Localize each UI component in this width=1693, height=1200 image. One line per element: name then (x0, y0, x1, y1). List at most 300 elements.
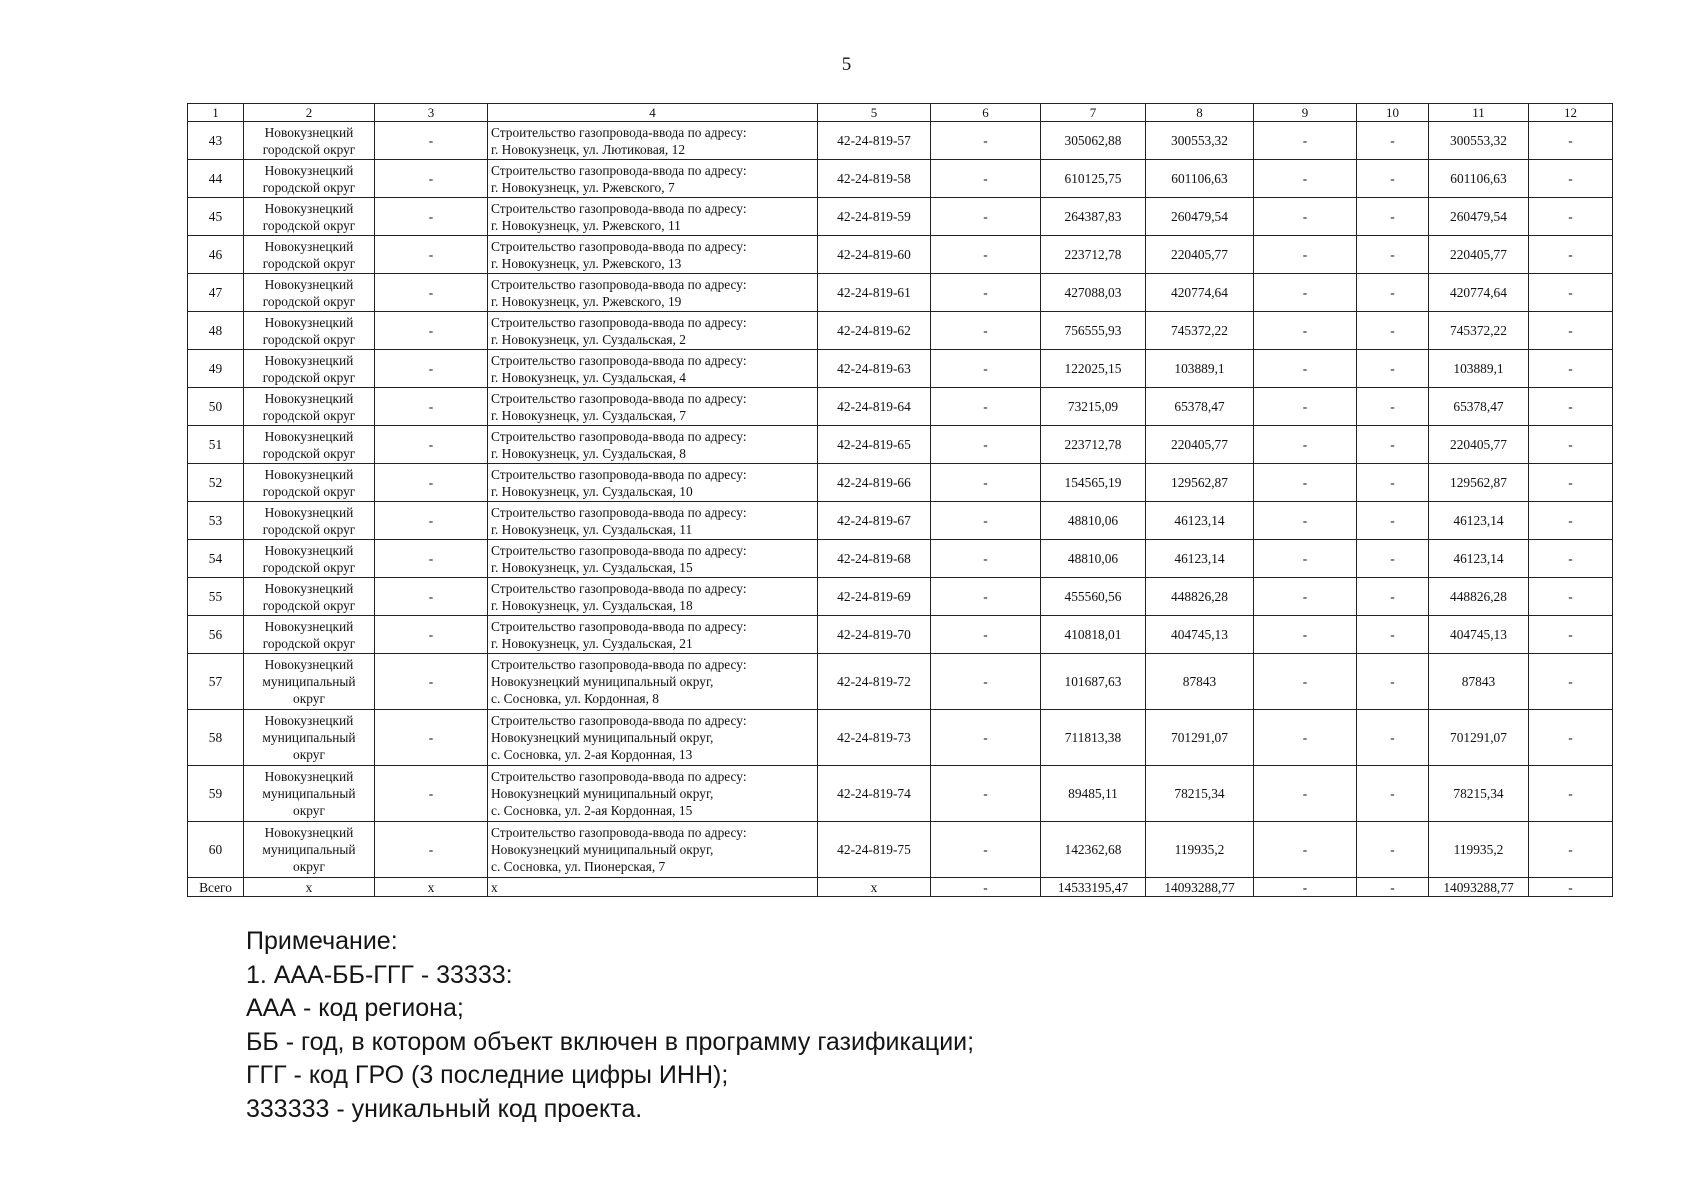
cell: - (1254, 654, 1357, 710)
object-description (488, 426, 818, 464)
project-code: 42-24-819-57 (818, 122, 931, 160)
description-line: г. Новокузнецк, ул. Ржевского, 7 (491, 179, 675, 195)
column-header: 9 (1254, 104, 1357, 122)
amount-col7: 711813,38 (1041, 710, 1146, 766)
description-line: г. Новокузнецк, ул. Ржевского, 11 (491, 217, 681, 233)
table-row (188, 654, 1613, 710)
cell: - (931, 616, 1041, 654)
description-line: Строительство газопровода-ввода по адресу: (491, 466, 747, 482)
municipality-line: городской округ (262, 445, 356, 461)
cell: - (375, 122, 488, 160)
amount-col8: 65378,47 (1146, 388, 1254, 426)
project-code: 42-24-819-72 (818, 654, 931, 710)
cell: - (375, 160, 488, 198)
amount-col8: 448826,28 (1146, 578, 1254, 616)
municipality-line: Новокузнецкий (264, 825, 354, 840)
description-line: Новокузнецкий муниципальный округ, (491, 842, 714, 857)
cell: - (1357, 312, 1429, 350)
table-row (188, 160, 1613, 198)
row-number: 57 (188, 654, 244, 710)
total-amount-col8: 14093288,77 (1146, 878, 1254, 897)
cell: - (1357, 654, 1429, 710)
amount-col7: 455560,56 (1041, 578, 1146, 616)
cell: - (931, 540, 1041, 578)
project-code: 42-24-819-66 (818, 464, 931, 502)
cell: - (1254, 312, 1357, 350)
column-header: 4 (488, 104, 818, 122)
object-description (488, 388, 818, 426)
municipality-cell (244, 766, 375, 822)
municipality-cell (244, 616, 375, 654)
note-line: ББ - год, в котором объект включен в программу газификации; (246, 1027, 975, 1056)
amount-col11: 220405,77 (1429, 426, 1529, 464)
municipality-line: Новокузнецкий (264, 276, 354, 292)
row-number: 59 (188, 766, 244, 822)
cell: - (1529, 502, 1613, 540)
amount-col11: 103889,1 (1429, 350, 1529, 388)
row-number: 50 (188, 388, 244, 426)
municipality-line: городской округ (262, 483, 356, 499)
cell: - (931, 822, 1041, 878)
municipality-line: Новокузнецкий (264, 618, 354, 634)
cell: - (1254, 822, 1357, 878)
note-line: ААА - код региона; (246, 994, 464, 1022)
object-description (488, 654, 818, 710)
municipality-line: городской округ (262, 369, 356, 385)
cell: - (931, 502, 1041, 540)
cell: - (1529, 236, 1613, 274)
amount-col11: 65378,47 (1429, 388, 1529, 426)
project-code: 42-24-819-59 (818, 198, 931, 236)
project-code: 42-24-819-74 (818, 766, 931, 822)
amount-col11: 448826,28 (1429, 578, 1529, 616)
cell: - (1254, 388, 1357, 426)
amount-col8: 87843 (1146, 654, 1254, 710)
project-code: 42-24-819-75 (818, 822, 931, 878)
table-row (188, 578, 1613, 616)
municipality-line: Новокузнецкий (264, 657, 354, 672)
description-line: Строительство газопровода-ввода по адресу: (491, 352, 747, 368)
cell: - (1254, 464, 1357, 502)
cell: - (1254, 540, 1357, 578)
total-cell: х (375, 878, 488, 897)
amount-col11: 78215,34 (1429, 766, 1529, 822)
cell: - (1254, 766, 1357, 822)
municipality-cell (244, 578, 375, 616)
municipality-line: округ (293, 747, 325, 762)
description-line: Строительство газопровода-ввода по адресу: (491, 314, 747, 330)
cell: - (375, 766, 488, 822)
total-cell: - (1254, 878, 1357, 897)
amount-col7: 89485,11 (1041, 766, 1146, 822)
municipality-line: округ (293, 859, 325, 874)
amount-col7: 101687,63 (1041, 654, 1146, 710)
municipality-line: Новокузнецкий (264, 466, 354, 482)
table-row (188, 198, 1613, 236)
row-number: 58 (188, 710, 244, 766)
amount-col8: 220405,77 (1146, 426, 1254, 464)
cell: - (1529, 766, 1613, 822)
cell: - (375, 502, 488, 540)
cell: - (375, 236, 488, 274)
cell: - (1357, 540, 1429, 578)
object-description (488, 274, 818, 312)
cell: - (375, 710, 488, 766)
cell: - (375, 616, 488, 654)
project-code: 42-24-819-65 (818, 426, 931, 464)
project-code: 42-24-819-73 (818, 710, 931, 766)
municipality-cell (244, 502, 375, 540)
cell: - (1529, 198, 1613, 236)
description-line: Строительство газопровода-ввода по адресу: (491, 124, 747, 140)
description-line: г. Новокузнецк, ул. Суздальская, 10 (491, 483, 693, 499)
cell: - (1529, 426, 1613, 464)
project-code: 42-24-819-58 (818, 160, 931, 198)
cell: - (931, 766, 1041, 822)
object-description (488, 160, 818, 198)
description-line: Строительство газопровода-ввода по адресу: (491, 825, 747, 840)
table-row (188, 766, 1613, 822)
cell: - (1254, 160, 1357, 198)
amount-col8: 103889,1 (1146, 350, 1254, 388)
cell: - (375, 198, 488, 236)
amount-col11: 220405,77 (1429, 236, 1529, 274)
object-description (488, 578, 818, 616)
amount-col8: 701291,07 (1146, 710, 1254, 766)
row-number: 53 (188, 502, 244, 540)
description-line: Строительство газопровода-ввода по адресу: (491, 618, 747, 634)
table-row (188, 350, 1613, 388)
table-row (188, 616, 1613, 654)
cell: - (931, 350, 1041, 388)
note-line: ГГГ - код ГРО (3 последние цифры ИНН); (246, 1061, 729, 1089)
municipality-line: муниципальный (262, 786, 356, 801)
amount-col8: 404745,13 (1146, 616, 1254, 654)
table-body (188, 104, 1613, 897)
total-cell: - (931, 878, 1041, 897)
municipality-line: городской округ (262, 597, 356, 613)
cell: - (931, 312, 1041, 350)
description-line: Строительство газопровода-ввода по адресу: (491, 238, 747, 254)
cell: - (1254, 578, 1357, 616)
amount-col7: 223712,78 (1041, 426, 1146, 464)
total-amount-col11: 14093288,77 (1429, 878, 1529, 897)
notes-title: Примечание: (246, 927, 398, 955)
note-line: 333333 - уникальный код проекта. (246, 1094, 643, 1123)
column-header: 3 (375, 104, 488, 122)
project-code: 42-24-819-69 (818, 578, 931, 616)
column-header: 12 (1529, 104, 1613, 122)
municipality-line: городской округ (262, 255, 356, 271)
cell: - (375, 426, 488, 464)
row-number: 45 (188, 198, 244, 236)
total-cell: - (1529, 878, 1613, 897)
object-description (488, 198, 818, 236)
municipality-cell (244, 540, 375, 578)
cell: - (1529, 578, 1613, 616)
description-line: Строительство газопровода-ввода по адресу: (491, 769, 747, 784)
municipality-cell (244, 464, 375, 502)
cell: - (931, 710, 1041, 766)
note-line: 1. ААА-ББ-ГГГ - 33333: (246, 960, 513, 989)
cell: - (931, 464, 1041, 502)
municipality-cell (244, 822, 375, 878)
cell: - (1357, 426, 1429, 464)
municipality-line: городской округ (262, 293, 356, 309)
cell: - (1357, 236, 1429, 274)
cell: - (931, 274, 1041, 312)
row-number: 55 (188, 578, 244, 616)
object-description (488, 464, 818, 502)
amount-col11: 87843 (1429, 654, 1529, 710)
project-code: 42-24-819-60 (818, 236, 931, 274)
cell: - (1529, 274, 1613, 312)
description-line: Строительство газопровода-ввода по адресу: (491, 200, 747, 216)
amount-col7: 610125,75 (1041, 160, 1146, 198)
row-number: 49 (188, 350, 244, 388)
municipality-line: Новокузнецкий (264, 580, 354, 596)
project-code: 42-24-819-63 (818, 350, 931, 388)
cell: - (1357, 122, 1429, 160)
municipality-line: Новокузнецкий (264, 504, 354, 520)
cell: - (931, 388, 1041, 426)
object-description (488, 236, 818, 274)
municipality-line: Новокузнецкий (264, 238, 354, 254)
cell: - (1254, 616, 1357, 654)
municipality-cell (244, 654, 375, 710)
description-line: Новокузнецкий муниципальный округ, (491, 730, 714, 745)
municipality-cell (244, 160, 375, 198)
column-header: 10 (1357, 104, 1429, 122)
amount-col7: 427088,03 (1041, 274, 1146, 312)
table-row (188, 502, 1613, 540)
municipality-line: Новокузнецкий (264, 769, 354, 784)
amount-col8: 119935,2 (1146, 822, 1254, 878)
amount-col7: 410818,01 (1041, 616, 1146, 654)
municipality-line: Новокузнецкий (264, 314, 354, 330)
table-row (188, 388, 1613, 426)
row-number: 43 (188, 122, 244, 160)
amount-col7: 73215,09 (1041, 388, 1146, 426)
amount-col11: 260479,54 (1429, 198, 1529, 236)
description-line: Строительство газопровода-ввода по адресу: (491, 276, 747, 292)
municipality-line: городской округ (262, 521, 356, 537)
object-description (488, 540, 818, 578)
amount-col8: 601106,63 (1146, 160, 1254, 198)
description-line: Новокузнецкий муниципальный округ, (491, 674, 714, 689)
cell: - (375, 822, 488, 878)
cell: - (1254, 426, 1357, 464)
municipality-line: городской округ (262, 559, 356, 575)
municipality-cell (244, 198, 375, 236)
municipality-line: муниципальный (262, 842, 356, 857)
municipality-line: Новокузнецкий (264, 713, 354, 728)
amount-col11: 420774,64 (1429, 274, 1529, 312)
description-line: Строительство газопровода-ввода по адресу: (491, 713, 747, 728)
amount-col11: 701291,07 (1429, 710, 1529, 766)
description-line: Строительство газопровода-ввода по адресу: (491, 390, 747, 406)
project-code: 42-24-819-62 (818, 312, 931, 350)
municipality-line: муниципальный (262, 674, 356, 689)
total-row (188, 878, 1613, 897)
municipality-line: Новокузнецкий (264, 352, 354, 368)
amount-col7: 122025,15 (1041, 350, 1146, 388)
cell: - (1254, 350, 1357, 388)
cell: - (931, 160, 1041, 198)
amount-col8: 78215,34 (1146, 766, 1254, 822)
table-row (188, 426, 1613, 464)
total-cell: х (244, 878, 375, 897)
table-row (188, 540, 1613, 578)
description-line: Строительство газопровода-ввода по адресу: (491, 162, 747, 178)
description-line: Строительство газопровода-ввода по адресу: (491, 657, 747, 672)
object-description (488, 122, 818, 160)
description-line: с. Сосновка, ул. 2-ая Кордонная, 15 (491, 803, 693, 818)
table-row (188, 822, 1613, 878)
municipality-line: Новокузнецкий (264, 200, 354, 216)
cell: - (931, 426, 1041, 464)
municipality-line: городской округ (262, 407, 356, 423)
project-code: 42-24-819-68 (818, 540, 931, 578)
cell: - (1529, 350, 1613, 388)
table-row (188, 710, 1613, 766)
total-label: Всего (188, 878, 244, 897)
municipality-line: городской округ (262, 331, 356, 347)
description-line: г. Новокузнецк, ул. Суздальская, 7 (491, 407, 686, 423)
municipality-line: городской округ (262, 635, 356, 651)
description-line: с. Сосновка, ул. 2-ая Кордонная, 13 (491, 747, 693, 762)
total-cell: х (818, 878, 931, 897)
municipality-line: Новокузнецкий (264, 124, 354, 140)
municipality-cell (244, 710, 375, 766)
description-line: Строительство газопровода-ввода по адресу: (491, 428, 747, 444)
amount-col11: 46123,14 (1429, 540, 1529, 578)
object-description (488, 350, 818, 388)
amount-col11: 300553,32 (1429, 122, 1529, 160)
project-code: 42-24-819-70 (818, 616, 931, 654)
cell: - (1357, 822, 1429, 878)
municipality-cell (244, 312, 375, 350)
cell: - (931, 122, 1041, 160)
cell: - (1254, 502, 1357, 540)
description-line: г. Новокузнецк, ул. Суздальская, 2 (491, 331, 686, 347)
cell: - (375, 464, 488, 502)
table-row (188, 236, 1613, 274)
description-line: с. Сосновка, ул. Кордонная, 8 (491, 691, 659, 706)
municipality-cell (244, 274, 375, 312)
amount-col11: 46123,14 (1429, 502, 1529, 540)
cell: - (375, 654, 488, 710)
amount-col7: 305062,88 (1041, 122, 1146, 160)
cell: - (1529, 540, 1613, 578)
municipality-line: Новокузнецкий (264, 162, 354, 178)
amount-col8: 745372,22 (1146, 312, 1254, 350)
amount-col11: 129562,87 (1429, 464, 1529, 502)
amount-col7: 142362,68 (1041, 822, 1146, 878)
description-line: г. Новокузнецк, ул. Суздальская, 15 (491, 559, 693, 575)
column-header: 2 (244, 104, 375, 122)
municipality-line: округ (293, 803, 325, 818)
description-line: г. Новокузнецк, ул. Суздальская, 4 (491, 369, 686, 385)
description-line: Строительство газопровода-ввода по адресу: (491, 580, 747, 596)
cell: - (931, 198, 1041, 236)
cell: - (375, 388, 488, 426)
amount-col7: 756555,93 (1041, 312, 1146, 350)
amount-col8: 46123,14 (1146, 502, 1254, 540)
column-header: 5 (818, 104, 931, 122)
cell: - (1529, 312, 1613, 350)
cell: - (1357, 710, 1429, 766)
cell: - (375, 274, 488, 312)
column-header: 8 (1146, 104, 1254, 122)
object-description (488, 710, 818, 766)
cell: - (1357, 160, 1429, 198)
cell: - (1254, 274, 1357, 312)
project-code: 42-24-819-64 (818, 388, 931, 426)
project-code: 42-24-819-67 (818, 502, 931, 540)
column-header: 11 (1429, 104, 1529, 122)
row-number: 52 (188, 464, 244, 502)
cell: - (375, 540, 488, 578)
page-number: 5 (841, 54, 852, 75)
total-cell: х (488, 878, 818, 897)
cell: - (1357, 502, 1429, 540)
amount-col8: 260479,54 (1146, 198, 1254, 236)
municipality-line: Новокузнецкий (264, 428, 354, 444)
row-number: 47 (188, 274, 244, 312)
municipality-line: Новокузнецкий (264, 390, 354, 406)
cell: - (931, 236, 1041, 274)
row-number: 46 (188, 236, 244, 274)
description-line: Строительство газопровода-ввода по адресу: (491, 542, 747, 558)
cell: - (1529, 122, 1613, 160)
cell: - (1357, 766, 1429, 822)
cell: - (1357, 616, 1429, 654)
amount-col11: 404745,13 (1429, 616, 1529, 654)
total-cell: - (1357, 878, 1429, 897)
cell: - (1254, 236, 1357, 274)
amount-col8: 220405,77 (1146, 236, 1254, 274)
municipality-line: Новокузнецкий (264, 542, 354, 558)
row-number: 54 (188, 540, 244, 578)
cell: - (1529, 388, 1613, 426)
column-header: 7 (1041, 104, 1146, 122)
municipality-line: городской округ (262, 217, 356, 233)
cell: - (931, 654, 1041, 710)
cell: - (1357, 464, 1429, 502)
table-header-row (188, 104, 1613, 122)
municipality-line: городской округ (262, 141, 356, 157)
object-description (488, 616, 818, 654)
notes-block (246, 925, 974, 1126)
row-number: 60 (188, 822, 244, 878)
total-amount-col7: 14533195,47 (1041, 878, 1146, 897)
amount-col8: 300553,32 (1146, 122, 1254, 160)
cell: - (1529, 464, 1613, 502)
municipality-line: муниципальный (262, 730, 356, 745)
cell: - (375, 578, 488, 616)
municipality-cell (244, 236, 375, 274)
amount-col7: 48810,06 (1041, 540, 1146, 578)
description-line: с. Сосновка, ул. Пионерская, 7 (491, 859, 666, 874)
row-number: 51 (188, 426, 244, 464)
object-description (488, 312, 818, 350)
cell: - (1357, 350, 1429, 388)
amount-col7: 48810,06 (1041, 502, 1146, 540)
municipality-line: городской округ (262, 179, 356, 195)
description-line: г. Новокузнецк, ул. Суздальская, 8 (491, 445, 686, 461)
amount-col11: 601106,63 (1429, 160, 1529, 198)
